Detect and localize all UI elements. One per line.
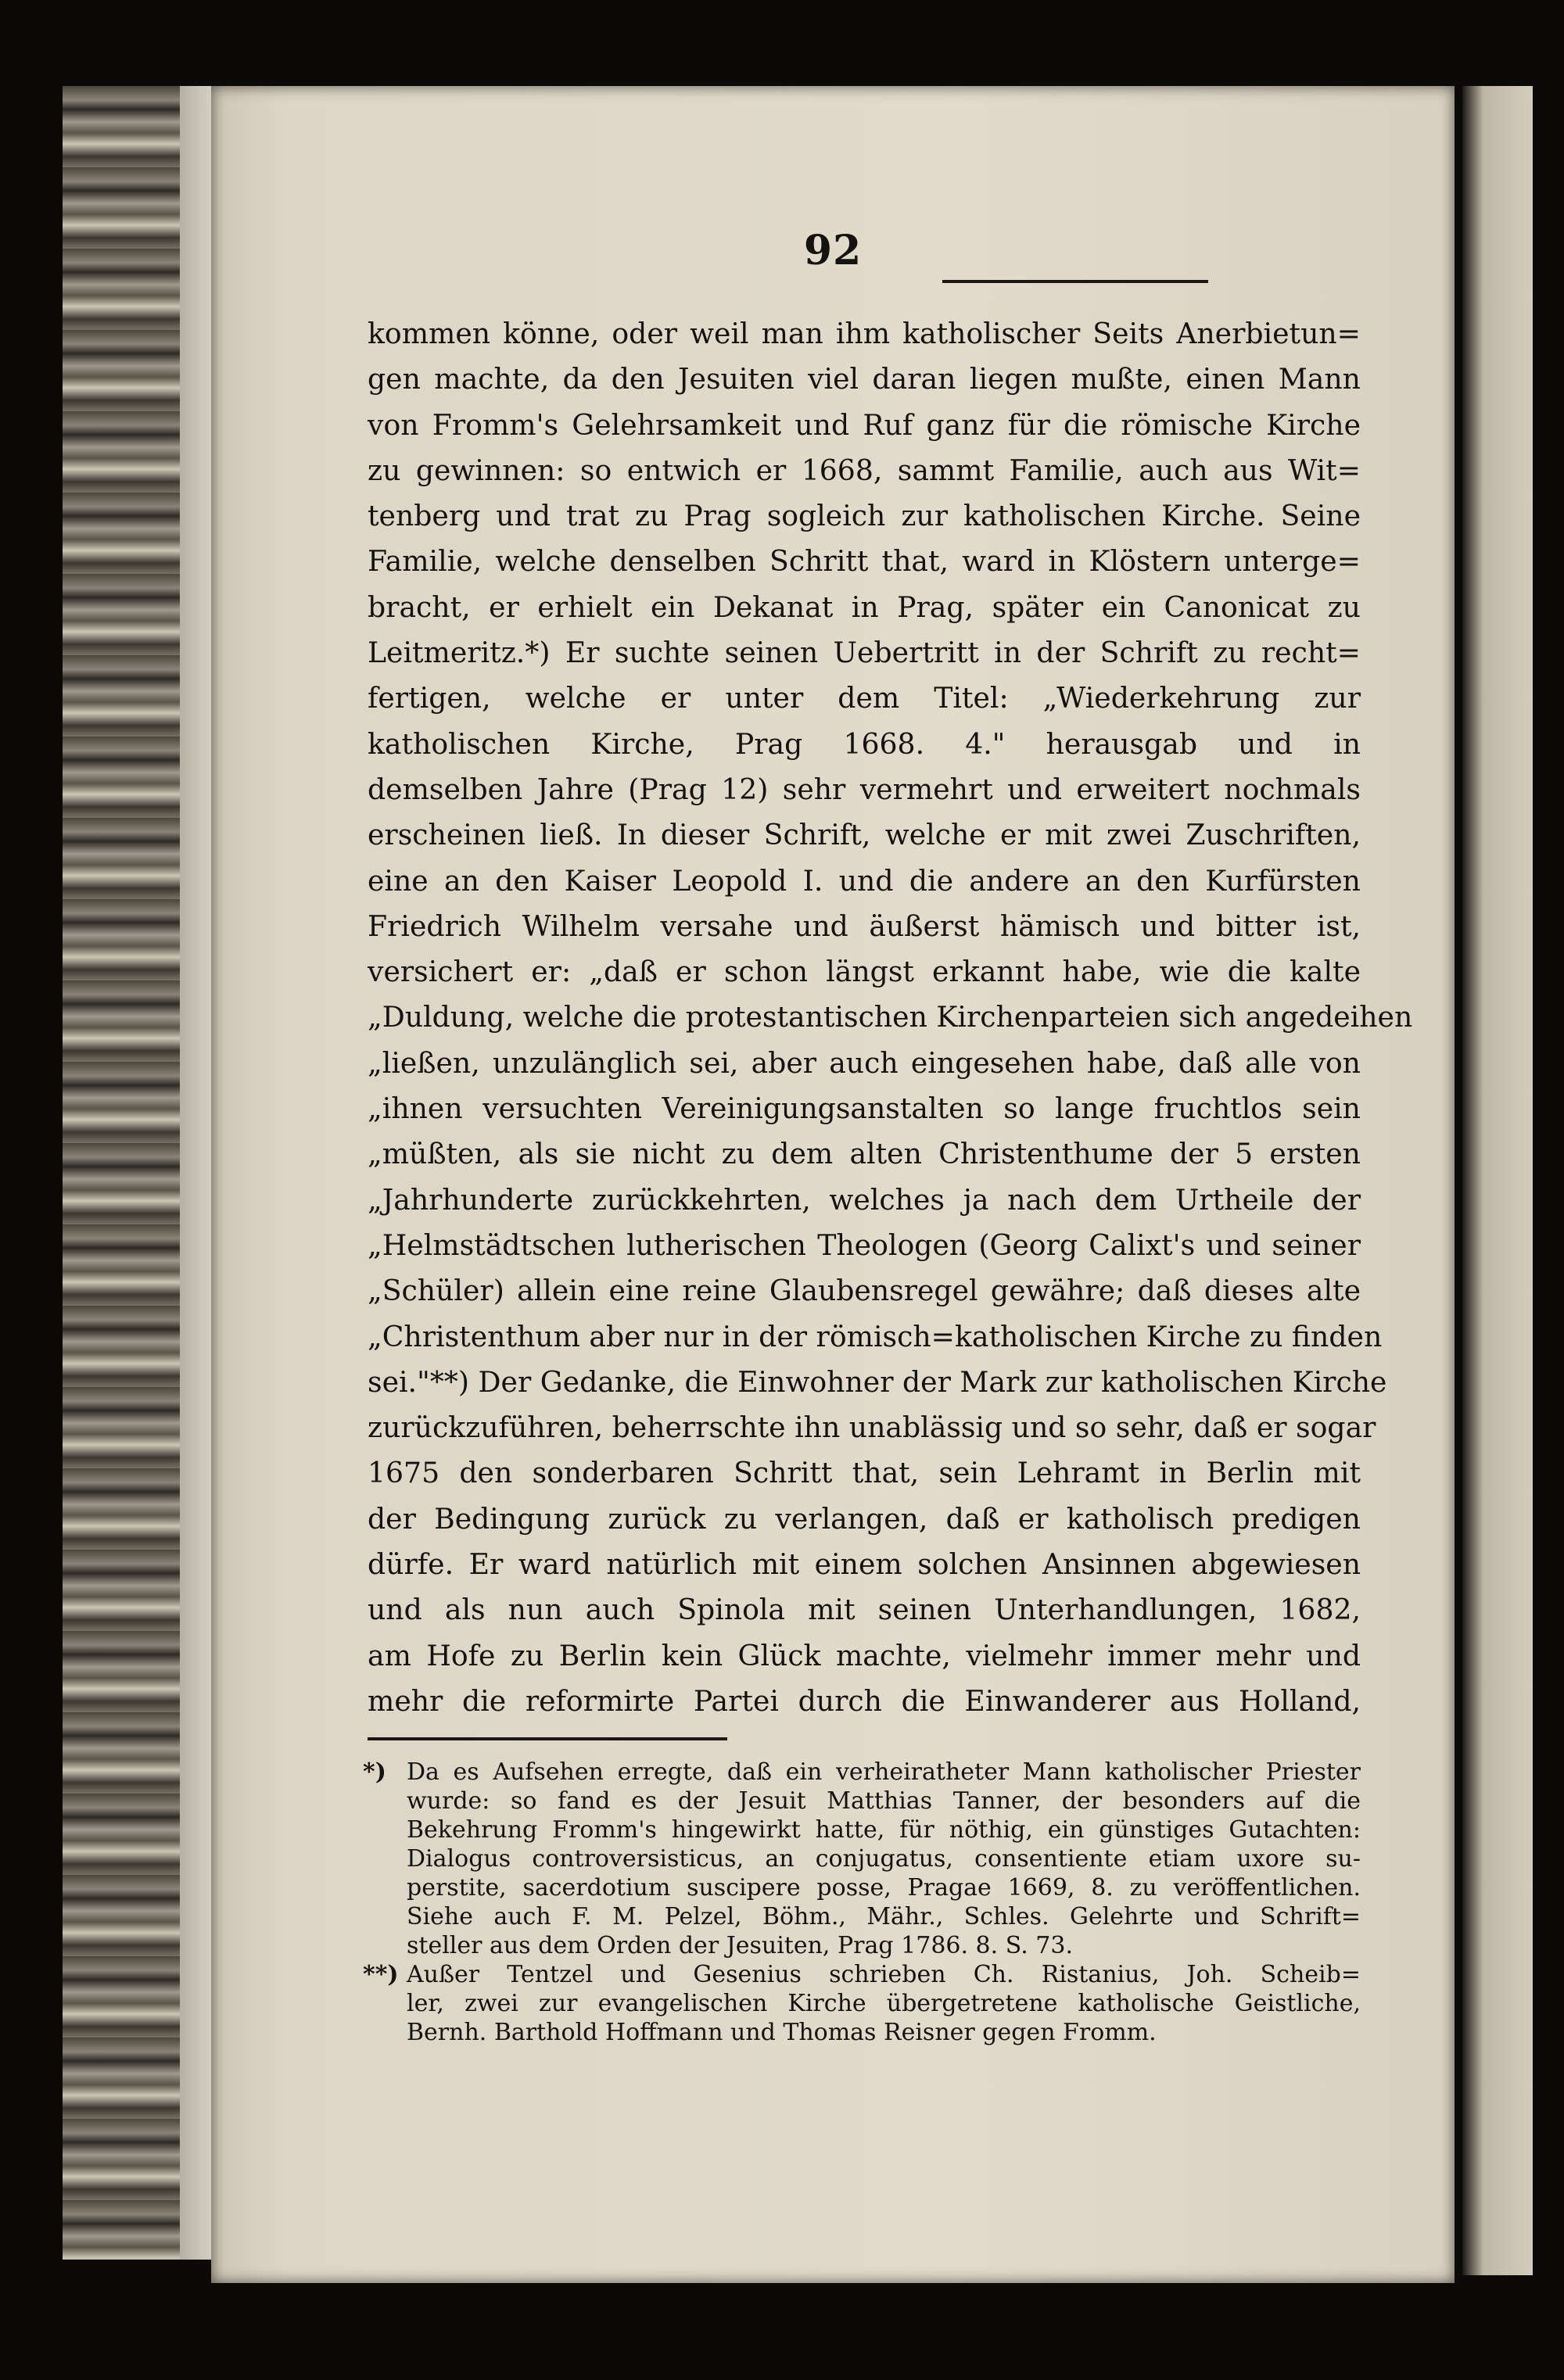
book-fore-edge (63, 86, 185, 2260)
body-line: eine an den Kaiser Leopold I. und die andere an den Kurfürsten (368, 863, 1361, 898)
body-line: katholischen Kirche, Prag 1668. 4." herausgab und in (368, 726, 1361, 761)
body-line: von Fromm's Gelehrsamkeit und Ruf ganz für die römische Kirche (368, 407, 1361, 442)
footnote (363, 1960, 1361, 2047)
body-line: „ihnen versuchten Vereinigungsanstalten so lange fruchtlos sein (368, 1091, 1361, 1126)
body-line: der Bedingung zurück zu verlangen, daß er katholisch predigen (368, 1501, 1361, 1536)
body-line: Friedrich Wilhelm versahe und äußerst hämisch und bitter ist, (368, 909, 1361, 943)
body-line: demselben Jahre (Prag 12) sehr vermehrt und erweitert nochmals (368, 772, 1361, 806)
body-line: „Helmstädtschen lutherischen Theologen (Georg Calixt's und seiner (368, 1228, 1361, 1262)
footnote-line: Bekehrung Fromm's hingewirkt hatte, für nöthig, ein günstiges Gutachten: (407, 1816, 1361, 1844)
body-line: versichert er: „daß er schon längst erkannt habe, wie die kalte (368, 955, 1361, 989)
footnote-line: perstite, sacerdotium suscipere posse, Pragae 1669, 8. zu veröffentlichen. (407, 1874, 1361, 1901)
body-line: gen machte, da den Jesuiten viel daran liegen mußte, einen Mann (368, 362, 1361, 396)
body-line: „ließen, unzulänglich sei, aber auch eingesehen habe, daß alle von (368, 1045, 1361, 1080)
page-number: 92 (803, 227, 863, 274)
body-line: „Jahrhunderte zurückkehrten, welches ja nach dem Urtheile der (368, 1182, 1361, 1217)
footnote-mark: *) (363, 1758, 386, 1786)
footnote-line: Außer Tentzel und Gesenius schrieben Ch. Ristanius, Joh. Scheib= (407, 1961, 1361, 1988)
body-line: Leitmeritz.*) Er suchte seinen Uebertritt in der Schrift zu recht= (368, 636, 1361, 670)
footnote-line: Dialogus controversisticus, an conjugatus, consentiente etiam uxore su- (407, 1845, 1361, 1873)
body-line: bracht, er erhielt ein Dekanat in Prag, später ein Canonicat zu (368, 590, 1361, 624)
body-line: erscheinen ließ. In dieser Schrift, welche er mit zwei Zuschriften, (368, 818, 1361, 852)
body-line: am Hofe zu Berlin kein Glück machte, vielmehr immer mehr und (368, 1638, 1361, 1672)
footnote-line: wurde: so fand es der Jesuit Matthias Tanner, der besonders auf die (407, 1787, 1361, 1815)
body-line: mehr die reformirte Partei durch die Einwanderer aus Holland, (368, 1683, 1361, 1718)
body-line: „Schüler) allein eine reine Glaubensregel gewähre; daß dieses alte (368, 1274, 1361, 1308)
footnote (363, 1758, 1361, 1960)
body-line: „Christenthum aber nur in der römisch=katholischen Kirche zu finden (368, 1319, 1383, 1353)
footnote-rule (368, 1737, 727, 1740)
body-line: „müßten, als sie nicht zu dem alten Christenthume der 5 ersten (368, 1137, 1361, 1171)
body-line: Familie, welche denselben Schritt that, ward in Klöstern unterge= (368, 544, 1361, 579)
footnote-line: Da es Aufsehen erregte, daß ein verheiratheter Mann katholischer Priester (407, 1758, 1361, 1786)
footnote-mark: **) (363, 1961, 399, 1988)
body-line: kommen könne, oder weil man ihm katholischer Seits Anerbietun= (368, 317, 1361, 350)
header-rule (942, 280, 1208, 283)
body-line: sei."**) Der Gedanke, die Einwohner der Mark zur katholischen Kirche (368, 1364, 1387, 1399)
next-page-edge (1462, 86, 1533, 2275)
body-text (368, 311, 1413, 1724)
body-line: „Duldung, welche die protestantischen Kirchenparteien sich angedeihen (368, 1000, 1413, 1034)
footnote-line: Siehe auch F. M. Pelzel, Böhm., Mähr., Schles. Gelehrte und Schrift= (407, 1903, 1361, 1930)
footnote-line: ler, zwei zur evangelischen Kirche übergetretene katholische Geistliche, (407, 1990, 1361, 2017)
body-line: dürfe. Er ward natürlich mit einem solchen Ansinnen abgewiesen (368, 1547, 1361, 1582)
footnote-line: Bernh. Barthold Hoffmann und Thomas Reisner gegen Fromm. (407, 2019, 1157, 2046)
body-line: tenberg und trat zu Prag sogleich zur katholischen Kirche. Seine (368, 499, 1361, 533)
footnotes (363, 1758, 1361, 2047)
body-line: zu gewinnen: so entwich er 1668, sammt Familie, auch aus Wit= (368, 453, 1361, 487)
body-line: und als nun auch Spinola mit seinen Unterhandlungen, 1682, (368, 1593, 1361, 1627)
body-line: fertigen, welche er unter dem Titel: „Wiederkehrung zur (368, 681, 1361, 715)
footnote-line: steller aus dem Orden der Jesuiten, Prag 1786. 8. S. 73. (407, 1932, 1073, 1959)
body-line: 1675 den sonderbaren Schritt that, sein Lehramt in Berlin mit (368, 1456, 1361, 1490)
body-line: zurückzuführen, beherrschte ihn unablässig und so sehr, daß er sogar (368, 1410, 1376, 1445)
